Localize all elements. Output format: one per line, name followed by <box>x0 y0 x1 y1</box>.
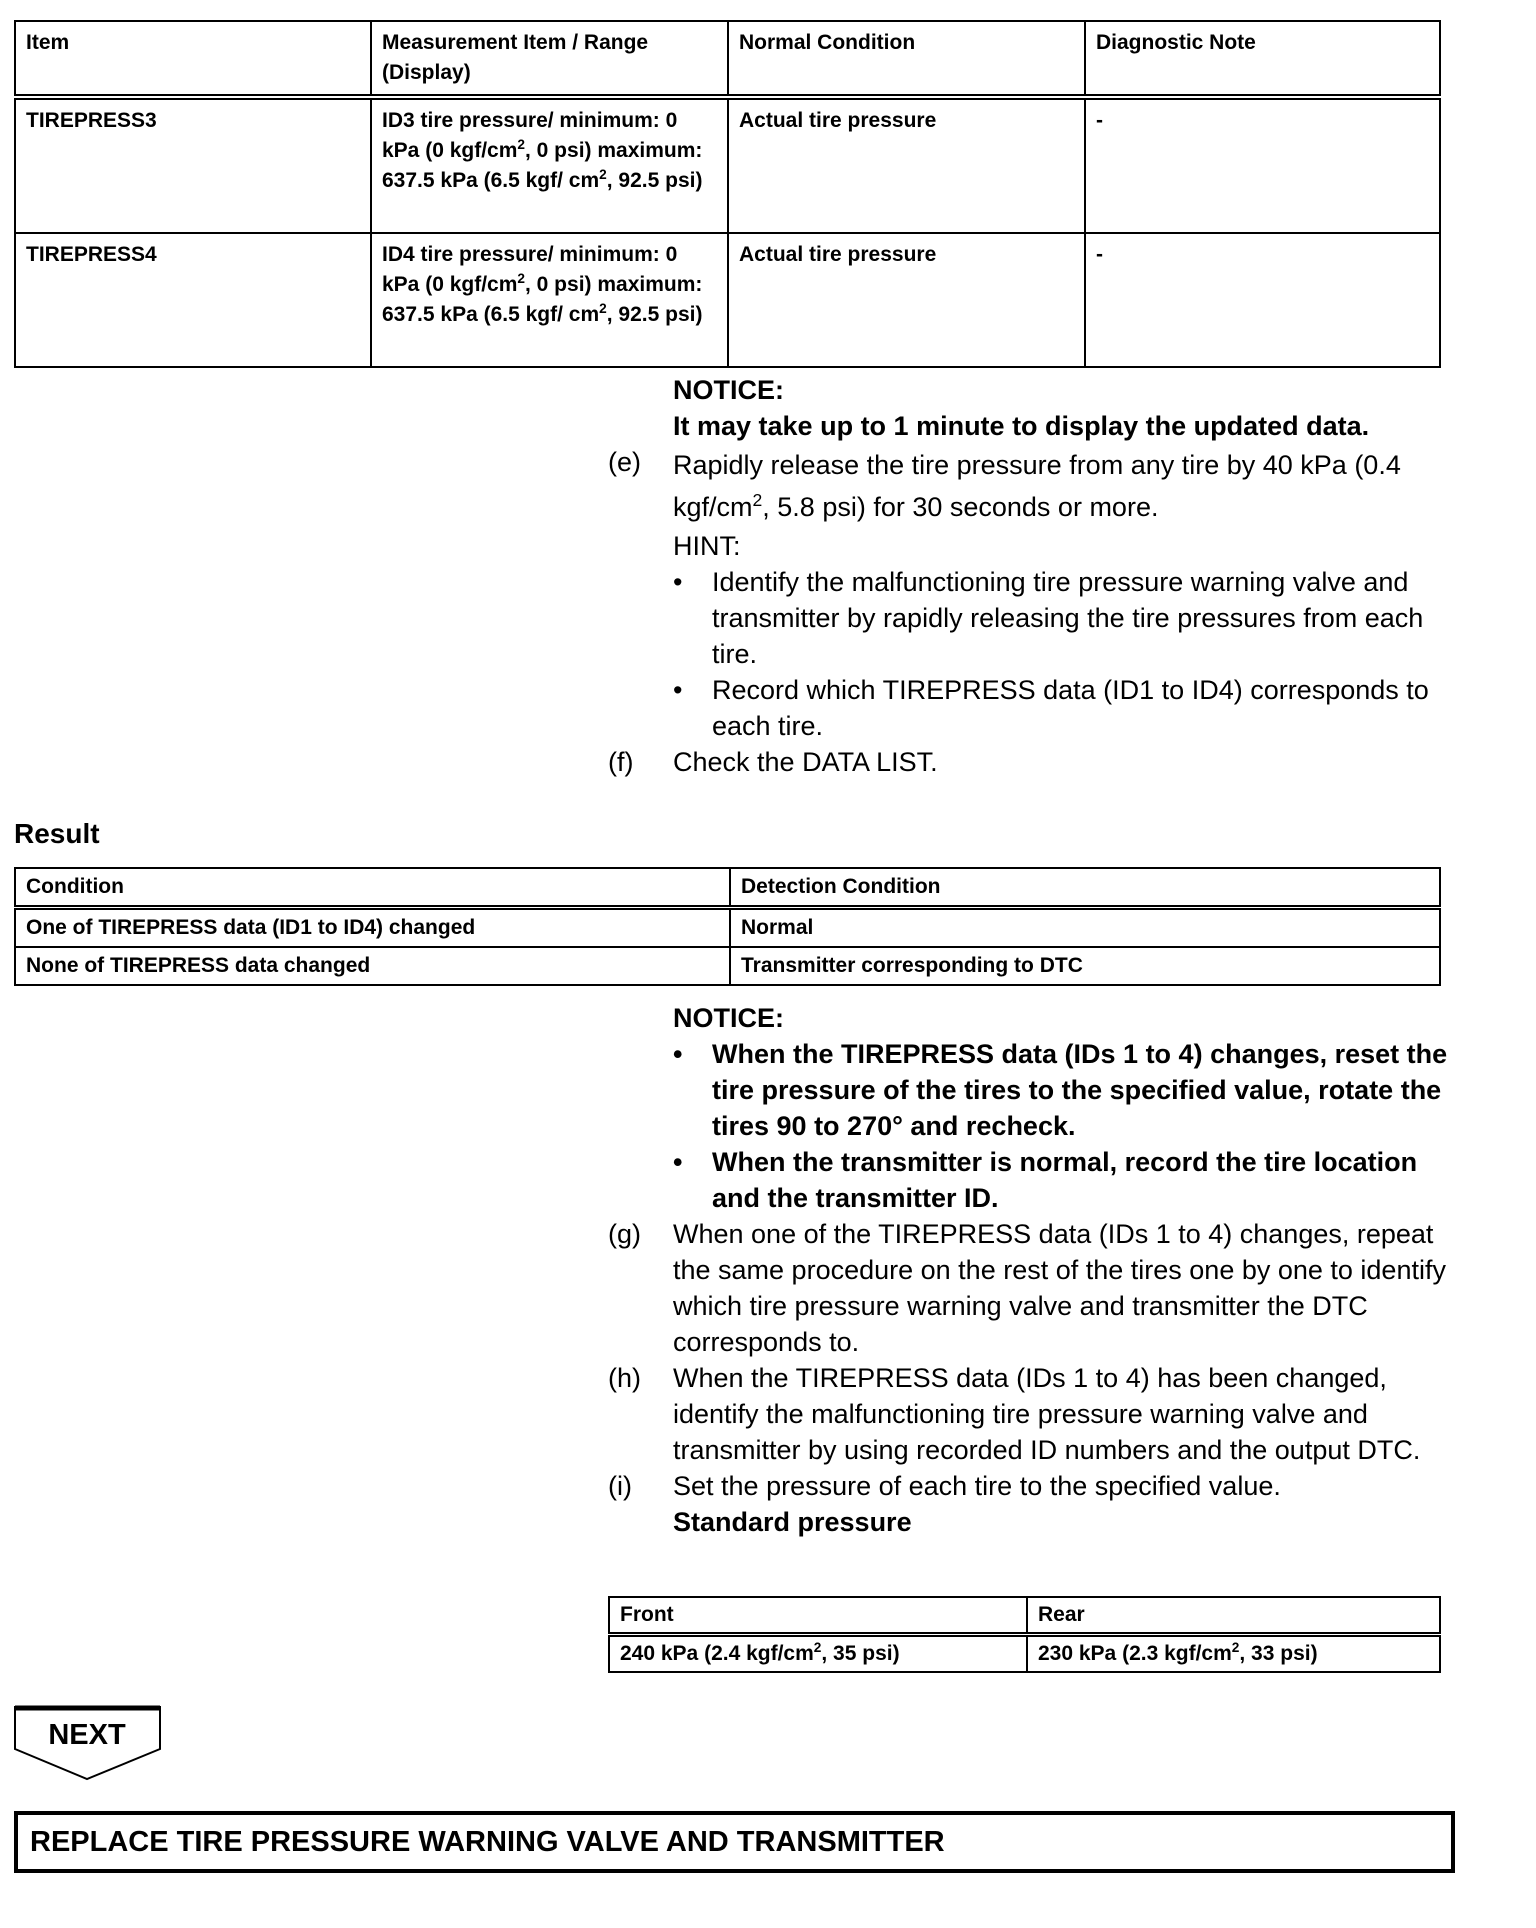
step-i <box>608 1468 1448 1504</box>
superscript: 2 <box>752 490 763 510</box>
header-note: Diagnostic Note <box>1085 21 1440 97</box>
step-label: (e) <box>608 447 641 477</box>
cell-condition: None of TIREPRESS data changed <box>15 947 730 985</box>
cell-rear <box>1027 1635 1440 1673</box>
table-header-row <box>15 21 1440 97</box>
range-text: ID3 tire pressure/ minimum: 0 kPa (0 kgf/cm <box>382 109 678 162</box>
bullet-text: Identify the malfunctioning tire pressure warning valve and transmitter by rapidly releasing the tire pressures from each tire. <box>712 567 1424 669</box>
step-text: Rapidly release the tire pressure from any tire by 40 kPa (0.4 kgf/cm <box>673 450 1401 522</box>
superscript: 2 <box>599 167 607 182</box>
cell-detection: Transmitter corresponding to DTC <box>730 947 1440 985</box>
step-label: (f) <box>608 747 634 777</box>
procedure-block-1 <box>608 372 1448 780</box>
header-condition: Condition <box>15 868 730 908</box>
table-row <box>15 97 1440 233</box>
cell-item: TIREPRESS4 <box>15 233 371 367</box>
step-text: Set the pressure of each tire to the specified value. <box>673 1471 1281 1501</box>
range-text: , 92.5 psi) <box>606 169 703 192</box>
superscript: 2 <box>517 271 525 286</box>
step-text: When the TIREPRESS data (IDs 1 to 4) has been changed, identify the malfunctioning tire pressure warning valve and transmitter by using recorded ID numbers and the output DTC. <box>673 1363 1421 1465</box>
step-label: (i) <box>608 1471 632 1501</box>
standard-pressure-table <box>608 1596 1441 1673</box>
step-text: When one of the TIREPRESS data (IDs 1 to 4) changes, repeat the same procedure on the rest of the tires one by one to identify which tire pressure warning valve and transmitter the DTC corresponds to. <box>673 1219 1446 1357</box>
step-label: (h) <box>608 1363 641 1393</box>
cell-note: - <box>1085 233 1440 367</box>
range-text: ID4 tire pressure/ minimum: 0 kPa (0 kgf/cm <box>382 243 678 296</box>
cell-normal: Actual tire pressure <box>728 233 1085 367</box>
header-item: Item <box>15 21 371 97</box>
standard-pressure-title: Standard pressure <box>673 1507 912 1537</box>
cell-normal: Actual tire pressure <box>728 97 1085 233</box>
procedure-block-2 <box>608 1000 1448 1540</box>
step-text: Check the DATA LIST. <box>673 747 938 777</box>
table-header-row <box>15 868 1440 908</box>
step-g <box>608 1216 1448 1360</box>
range-text: , 92.5 psi) <box>606 303 703 326</box>
notice-bullet: • When the transmitter is normal, record the tire location and the transmitter ID. <box>673 1144 1448 1216</box>
header-normal: Normal Condition <box>728 21 1085 97</box>
table-row <box>609 1635 1440 1673</box>
table-row <box>15 947 1440 985</box>
next-label: NEXT <box>48 1719 126 1751</box>
result-table <box>14 867 1441 986</box>
table-row <box>15 233 1440 367</box>
final-step-box: REPLACE TIRE PRESSURE WARNING VALVE AND TRANSMITTER <box>14 1811 1455 1873</box>
notice-title: NOTICE: <box>673 375 784 405</box>
value-text: 240 kPa (2.4 kgf/cm <box>620 1642 814 1665</box>
table-header-row <box>609 1597 1440 1635</box>
bullet-text: When the TIREPRESS data (IDs 1 to 4) changes, reset the tire pressure of the tires to the specified value, rotate the tires 90 to 270° and recheck. <box>712 1039 1448 1141</box>
superscript: 2 <box>599 301 607 316</box>
header-rear: Rear <box>1027 1597 1440 1635</box>
notice-bullet: • When the TIREPRESS data (IDs 1 to 4) changes, reset the tire pressure of the tires to the specified value, rotate the tires 90 to 270° and recheck. <box>673 1036 1448 1144</box>
cell-range <box>371 97 728 233</box>
next-button[interactable] <box>14 1705 162 1786</box>
superscript: 2 <box>813 1640 822 1655</box>
range-text: , 0 psi) maximum: 637.5 kPa (6.5 kgf/ cm <box>382 139 703 192</box>
value-text: , 35 psi) <box>821 1642 900 1665</box>
data-list-table <box>14 20 1441 368</box>
cell-range <box>371 233 728 367</box>
cell-front <box>609 1635 1027 1673</box>
header-range: Measurement Item / Range (Display) <box>371 21 728 97</box>
hint-bullet: • Identify the malfunctioning tire pressure warning valve and transmitter by rapidly releasing the tire pressures from each tire. <box>673 564 1448 672</box>
notice-text: It may take up to 1 minute to display the updated data. <box>673 411 1370 441</box>
step-text: , 5.8 psi) for 30 seconds or more. <box>762 492 1159 522</box>
step-h <box>608 1360 1448 1468</box>
bullet-text: When the transmitter is normal, record the tire location and the transmitter ID. <box>712 1147 1418 1213</box>
superscript: 2 <box>517 137 525 152</box>
notice-title: NOTICE: <box>673 1003 784 1033</box>
header-front: Front <box>609 1597 1027 1635</box>
value-text: 230 kPa (2.3 kgf/cm <box>1038 1642 1232 1665</box>
result-heading: Result <box>14 818 100 849</box>
cell-item: TIREPRESS3 <box>15 97 371 233</box>
header-detection: Detection Condition <box>730 868 1440 908</box>
hint-title: HINT: <box>673 531 741 561</box>
cell-detection: Normal <box>730 908 1440 948</box>
step-e <box>608 444 1448 528</box>
bullet-text: Record which TIREPRESS data (ID1 to ID4) corresponds to each tire. <box>712 675 1429 741</box>
step-f <box>608 744 1448 780</box>
value-text: , 33 psi) <box>1239 1642 1318 1665</box>
range-text: , 0 psi) maximum: 637.5 kPa (6.5 kgf/ cm <box>382 273 703 326</box>
superscript: 2 <box>1231 1640 1240 1655</box>
cell-note: - <box>1085 97 1440 233</box>
hint-bullet: • Record which TIREPRESS data (ID1 to ID4) corresponds to each tire. <box>673 672 1448 744</box>
cell-condition: One of TIREPRESS data (ID1 to ID4) changed <box>15 908 730 948</box>
step-label: (g) <box>608 1219 641 1249</box>
table-row <box>15 908 1440 948</box>
